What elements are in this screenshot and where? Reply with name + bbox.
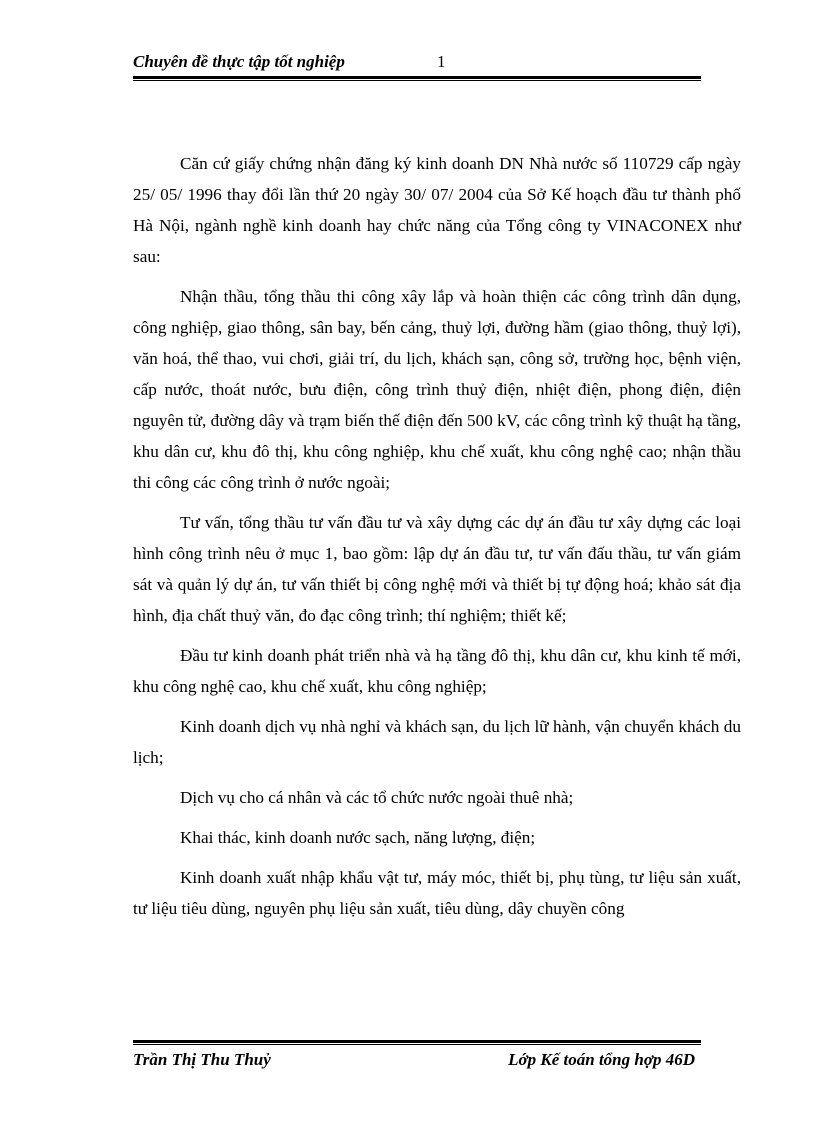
paragraph-8: Kinh doanh xuất nhập khẩu vật tư, máy móc, thiết bị, phụ tùng, tư liệu sản xuất, tư liệu tiêu dùng, nguyên phụ liệu sản xuất, tiêu dùng, dây chuyền công bbox=[133, 868, 741, 918]
footer-rule bbox=[133, 1040, 701, 1045]
paragraph-2: Nhận thầu, tổng thầu thi công xây lắp và hoàn thiện các công trình dân dụng, công nghiệp, giao thông, sân bay, bến cảng, thuỷ lợi, đường hầm (giao thông, thuỷ lợi), văn hoá, thể thao, vui chơi, giải trí, du lịch, khách sạn, công sở, trường học, bệnh viện, cấp nước, thoát nước, bưu điện, công trình thuỷ điện, nhiệt điện, phong điện, điện nguyên tử, đường dây và trạm biến thế điện đến 500 kV, các công trình kỹ thuật hạ tầng, khu dân cư, khu đô thị, khu công nghiệp, khu chế xuất, khu công nghệ cao; nhận thầu thi công các công trình ở nước ngoài; bbox=[133, 287, 741, 492]
paragraph-4: Đầu tư kinh doanh phát triển nhà và hạ tầng đô thị, khu dân cư, khu kinh tế mới, khu công nghệ cao, khu chế xuất, khu công nghiệp; bbox=[133, 646, 741, 696]
paragraph-5: Kinh doanh dịch vụ nhà nghỉ và khách sạn, du lịch lữ hành, vận chuyển khách du lịch; bbox=[133, 717, 741, 767]
page-number: 1 bbox=[437, 52, 446, 71]
paragraph-6: Dịch vụ cho cá nhân và các tổ chức nước ngoài thuê nhà; bbox=[180, 788, 574, 807]
page-header bbox=[133, 52, 701, 78]
page-footer bbox=[133, 1050, 701, 1076]
footer-class: Lớp Kế toán tổng hợp 46D bbox=[508, 1050, 695, 1069]
paragraph-1: Căn cứ giấy chứng nhận đăng ký kinh doanh DN Nhà nước số 110729 cấp ngày 25/ 05/ 1996 thay đổi lần thứ 20 ngày 30/ 07/ 2004 của Sở Kế hoạch đầu tư thành phố Hà Nội, ngành nghề kinh doanh hay chức năng của Tổng công ty VINACONEX như sau: bbox=[133, 154, 741, 266]
paragraph-7: Khai thác, kinh doanh nước sạch, năng lượng, điện; bbox=[180, 828, 536, 847]
header-rule bbox=[133, 76, 701, 81]
footer-author: Trần Thị Thu Thuỷ bbox=[133, 1050, 271, 1069]
header-title: Chuyên đề thực tập tốt nghiệp bbox=[133, 52, 345, 71]
document-body bbox=[133, 148, 741, 933]
paragraph-3: Tư vấn, tổng thầu tư vấn đầu tư và xây dựng các dự án đầu tư xây dựng các loại hình công trình nêu ở mục 1, bao gồm: lập dự án đầu tư, tư vấn đấu thầu, tư vấn giám sát và quản lý dự án, tư vấn thiết bị công nghệ mới và thiết bị tự động hoá; khảo sát địa hình, địa chất thuỷ văn, đo đạc công trình; thí nghiệm; thiết kế; bbox=[133, 513, 741, 625]
